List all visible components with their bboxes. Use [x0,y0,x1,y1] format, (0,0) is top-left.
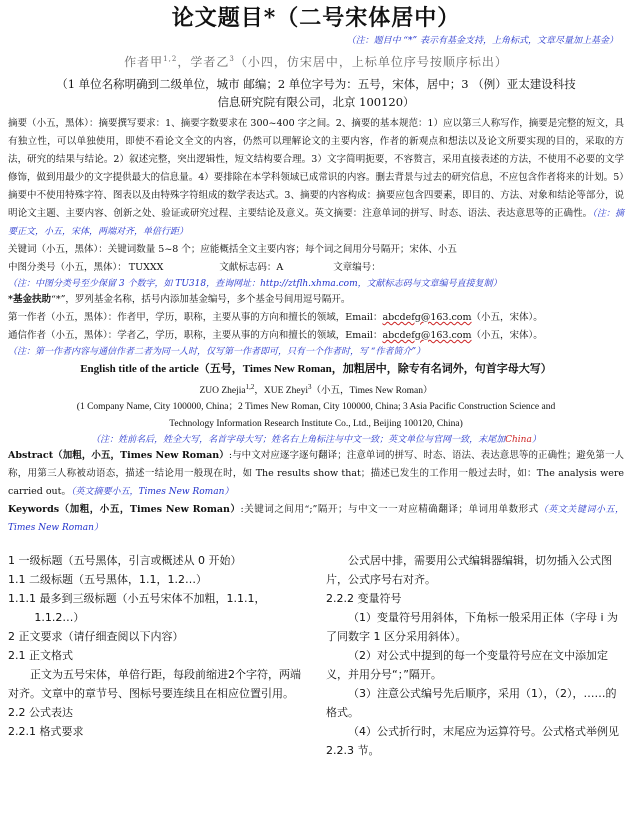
en-keywords-note: （英文关键词小五，Times New Roman） [8,505,624,534]
author-sep: ， [177,55,191,69]
en-author-1-sup: 1,2 [245,383,255,391]
fund-text: “*”，罗列基金名称，括号内添加基金编号，多个基金号间用逗号隔开。 [50,294,351,305]
author-note: （注：第一作者内容与通信作者二者为同一人时，仅写第一作者即可，只有一个作者时，写 “作者简介”） [8,347,426,357]
abstract-text: 摘要撰写要求：1、摘要字数要求在 300~400 字之间。2、摘要的基本规范：1）应以第三人称写作，摘要是完整的短文，具有独立性，可以单独使用，即使不看论文全文的内容，仍然可以理解论文的主要内容，作者的新观点和想法以及论文所要实现的目的，采取的方法，研究的结果与结论。2）叙述完整，突出逻辑性，短文结构要合理。3）文字简明扼要，不容赘言，采用直接表述的方法，不使用不必要的文学修饰，做到用最少的文字提供最大的信息量。4）要排除在本学科领域已成常识的内容。删去背景与过去的研究信息，不应包含作者将来的计划。5）摘要中不使用特殊字符、图表以及由特殊字符组成的数学表达式。3、摘要的内容构成：摘要应包含四要素，即目的、方法、对象和结论等部分，说明论文主题、主要内容、创新之处、验证或研究过程、主要结论及意义。英文摘要：注意单词的拼写、时态、语法、表达意思等的正确性。 [8,118,624,219]
heading-1-1: 1.1 二级标题（五号黑体，1.1，1.2…） [8,573,207,587]
keywords-label: 关键词（小五，黑体）： [8,244,108,255]
abstract-note: （注：摘要正文，小五，宋体，两端对齐，单倍行距） [8,209,624,237]
heading-2-1: 2.1 正文格式 [8,649,73,663]
doc-label: 文献标志码： [219,262,277,273]
abstract-cn [8,115,624,241]
heading-1-1-1: 1.1.1 最多到三级标题（小五号宋体不加粗，1.1.1， [8,592,266,606]
first-author-text: 作者甲，学历，职称，主要从事的方向和擅长的领域，Email： [117,312,383,323]
en-abstract-note: （英文摘要小五，Times New Roman） [70,487,234,498]
doc-value: A [276,262,284,273]
keywords-text: 关键词数量 5~8 个；应能概括全文主要内容；每个词之间用分号隔开；宋体、小五 [107,244,457,255]
english-keywords [8,501,624,537]
heading-1: 1 一级标题（五号黑体，引言或概述从 0 开始） [8,554,242,568]
class-note: （注：中图分类号至少保留 3 个数字，如 TU318，查询网址：http://ztflh.xhma.com，文献标志码与文章编号直接复制） [8,279,502,289]
heading-2-2: 2.2 公式表达 [8,706,73,720]
first-author-font: （小五，宋体）。 [471,312,543,323]
author-2-sup: 3 [229,55,235,63]
body-right-column [314,551,624,760]
fund-label: *基金扶助 [8,294,51,305]
english-affiliation [8,399,624,433]
en-abstract-text: :与中文对应逐字逐句翻译；注意单词的拼写、时态、语法、表达意思等的正确性；避免第一人称，用第三人称被动语态，描述一结论用一般现在时，如 The results show that；描述已发生的工作用一般过去时，如：The analysis were carried out。 [8,450,625,498]
article-label: 文章编号： [333,262,381,273]
first-author-line [8,309,624,327]
list-item: （1）变量符号用斜体，下角标一般采用正体（字母 i 为了同数字 1 区分采用斜体）。 [326,611,619,644]
title-note: （注：题目中 “*” 表示有基金支持，上角标式，文章尽量加上基金） [346,36,618,46]
abstract-label: 摘要（小五，黑体）： [8,118,99,129]
heading-2: 2 正文要求（请仔细查阅以下内容） [8,630,184,644]
keywords-cn [8,241,624,259]
fund-line [8,291,624,309]
first-author-email[interactable]: abcdefg@163.com [382,312,472,323]
en-abstract-label: Abstract（加粗，小五，Times New Roman） [8,450,229,462]
en-keywords-text: :关键词之间用“;”隔开；与中文一一对应精确翻译；单词用单数形式 [240,504,539,516]
english-title: English title of the article（五号，Times New Roman，加粗居中，除专有名词外，句首字母大写） [80,363,552,375]
class-value: TUXXX [128,262,164,273]
en-author-1: ZUO Zhejia [199,386,246,397]
en-authors-font: （小五，Times New Roman） [311,386,433,397]
list-item: （3）注意公式编号先后顺序，采用（1），（2），……的格式。 [326,687,617,720]
en-affil-line-2: Technology Information Research Institute Co., Ltd., Beijing 100120, China) [169,419,463,430]
heading-1-1-1-cont: 1.1.2…） [34,611,85,625]
corr-author-label: 通信作者（小五，黑体）： [8,330,118,341]
authors-note: （小四，仿宋居中，上标单位序号按顺序标出） [234,55,508,69]
corresponding-author-line [8,327,624,345]
affiliation [8,75,624,111]
list-item: （2）对公式中提到的每一个变量符号应在文中添加定义，并用分号“；”隔开。 [326,649,608,682]
en-author-sep: ， [254,386,264,397]
en-affil-note-china: China [505,435,532,446]
author-1: 作者甲 [124,55,164,69]
english-abstract [8,447,624,501]
affiliation-line-1: （1 单位名称明确到二级单位，城市 邮编；2 单位字号为：五号，宋体，居中；3 （例）亚太建设科技 [56,77,576,91]
authors-line [8,48,624,73]
en-affil-note [8,433,624,447]
en-keywords-label: Keywords（加粗，小五，Times New Roman） [8,504,241,516]
en-author-2-sup: 3 [307,383,312,391]
en-author-2: XUE Zheyi [263,386,308,397]
classification-row [8,259,624,277]
author-2: 学者乙 [190,55,230,69]
formula-paragraph: 公式居中排，需要用公式编辑器编辑，切勿插入公式图片，公式序号右对齐。 [326,554,612,587]
affiliation-line-2: 信息研究院有限公司，北京 100120） [217,95,415,109]
page-title: 论文题目*（二号宋体居中） [171,5,461,31]
list-item: （4）公式折行时，末尾应为运算符号。公式格式举例见 2.2.3 节。 [326,725,619,758]
corr-author-font: （小五，宋体）。 [471,330,543,341]
class-label: 中图分类号（小五，黑体）： [8,262,127,273]
english-authors [8,379,624,399]
body-paragraph: 正文为五号宋体，单倍行距，每段前缩进2个字符，两端对齐。文章中的章节号、图标号要连续且在相应位置引用。 [8,668,301,701]
en-affil-note-text: （注：姓前名后，姓全大写，名首字母大写；姓名右上角标注与中文一致；英文单位与官网一致，末尾加 [91,435,506,446]
heading-2-2-2: 2.2.2 变量符号 [326,592,402,606]
corr-author-text: 学者乙，学历，职称，主要从事的方向和擅长的领域，Email： [117,330,383,341]
body-columns [8,551,624,760]
en-affil-line-1: (1 Company Name, City 100000, China；2 Times New Roman, City 100000, China; 3 Asia Pacific Construction Science and [76,402,556,413]
first-author-label: 第一作者（小五，黑体）： [8,312,118,323]
body-left-column [8,551,314,760]
corr-author-email[interactable]: abcdefg@163.com [382,330,472,341]
heading-2-2-1: 2.2.1 格式要求 [8,725,84,739]
en-affil-note-end: ） [531,435,541,446]
author-1-sup: 1,2 [163,55,178,63]
